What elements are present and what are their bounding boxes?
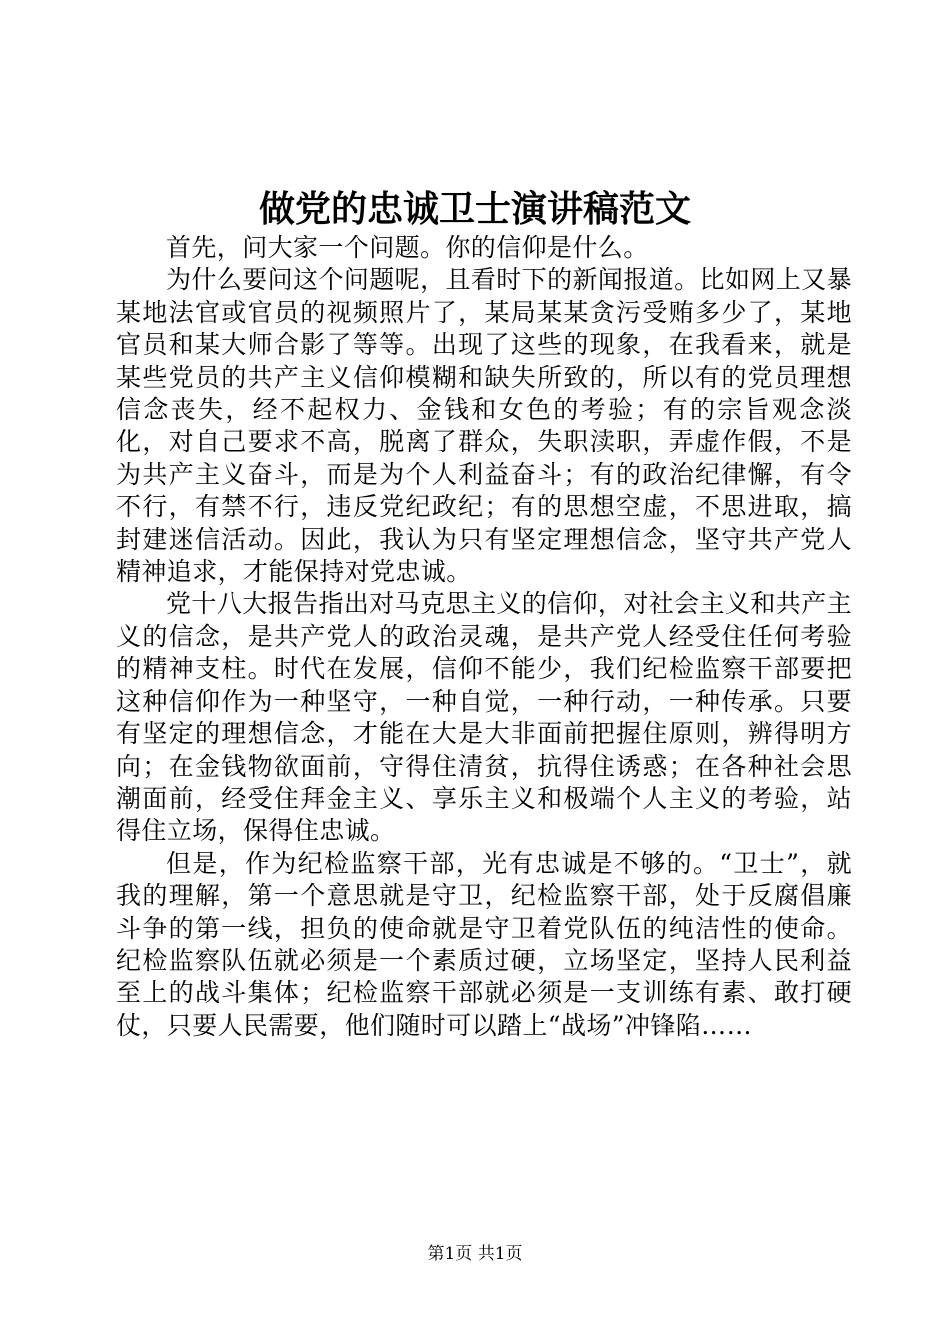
- paragraph: 党十八大报告指出对马克思主义的信仰，对社会主义和共产主义的信念，是共产党人的政治灵魂，是共产党人经受住任何考验的精神支柱。时代在发展，信仰不能少，我们纪检监察干部要把这种信仰作为一种坚守，一种自觉，一种行动，一种传承。只要有坚定的理想信念，才能在大是大非面前把握住原则，辨得明方向；在金钱物欲面前，守得住清贫，抗得住诱惑；在各种社会思潮面前，经受住拜金主义、享乐主义和极端个人主义的考验，站得住立场，保得住忠诚。: [116, 589, 852, 846]
- document-title: 做党的忠诚卫士演讲稿范文: [258, 188, 691, 230]
- page-number-label: 第1页 共1页: [427, 1244, 523, 1264]
- paragraph: 首先，问大家一个问题。你的信仰是什么。: [166, 233, 649, 262]
- paragraph: 但是，作为纪检监察干部，光有忠诚是不够的。“卫士”，就我的理解，第一个意思就是守卫，纪检监察干部，处于反腐倡廉斗争的第一线，担负的使命就是守卫着党队伍的纯洁性的使命。纪检监察队伍就必须是一个素质过硬，立场坚定，坚持人民利益至上的战斗集体；纪检监察干部就必须是一支训练有素、敢打硬仗，只要人民需要，他们随时可以踏上“战场”冲锋陷……: [116, 848, 852, 1040]
- paragraph: 为什么要问这个问题呢，且看时下的新闻报道。比如网上又暴某地法官或官员的视频照片了，某局某某贪污受贿多少了，某地官员和某大师合影了等等。出现了这些的现象，在我看来，就是某些党员的共产主义信仰模糊和缺失所致的，所以有的党员理想信念丧失，经不起权力、金钱和女色的考验；有的宗旨观念淡化，对自己要求不高，脱离了群众，失职渎职，弄虚作假，不是为共产主义奋斗，而是为个人利益奋斗；有的政治纪律懈，有令不行，有禁不行，违反党纪政纪；有的思想空虚，不思进取，搞封建迷信活动。因此，我认为只有坚定理想信念，坚守共产党人精神追求，才能保持对党忠诚。: [116, 265, 852, 587]
- page-footer: [0, 1243, 950, 1265]
- document-body: [116, 232, 852, 1042]
